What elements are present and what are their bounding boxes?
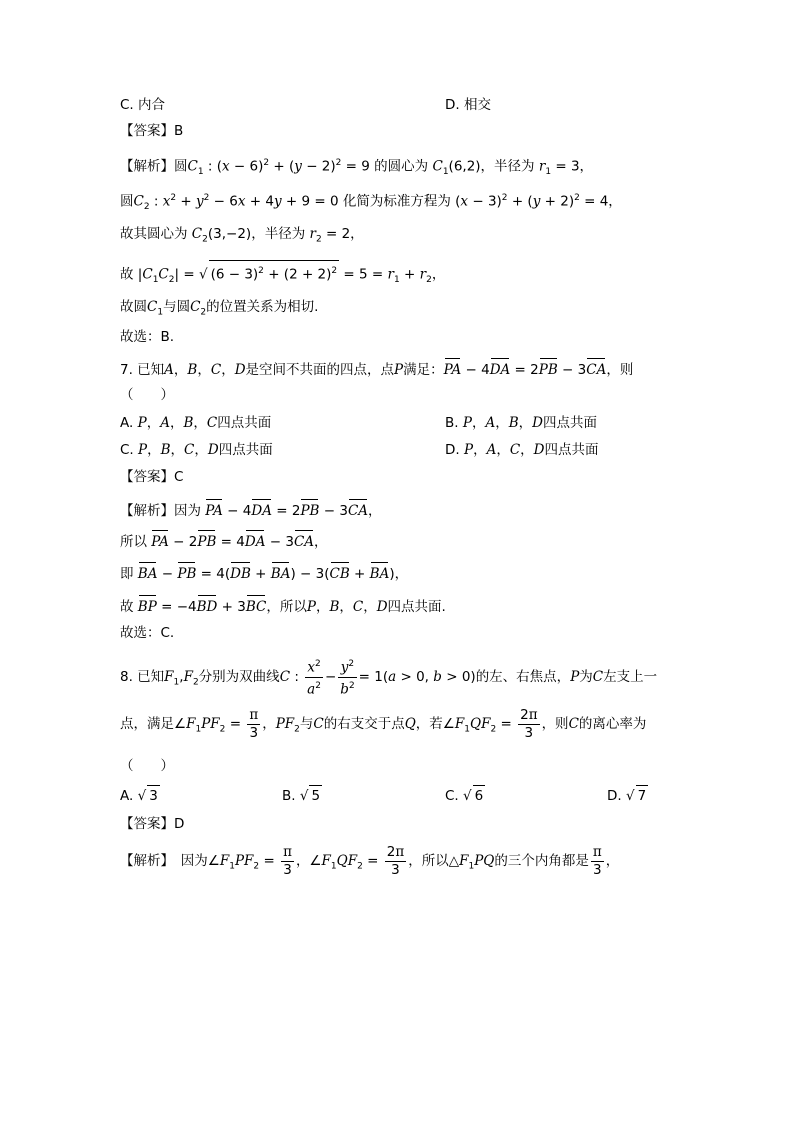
q7-option-c: C. P，B，C，D四点共面 — [120, 442, 273, 458]
q8-option-d: D. √ 7 — [607, 785, 648, 806]
q8-option-b: B. √ 5 — [282, 785, 322, 806]
q7-option-a: A. P，A，B，C四点共面 — [120, 415, 272, 431]
q7-solution-line-3: 即 BA − PB = 4(DB + BA) − 3(CB + BA)， — [120, 560, 408, 584]
q7-stem: 7. 已知A，B，C，D是空间不共面的四点，点P满足：PA − 4DA = 2PB − 3CA，则 — [120, 356, 633, 380]
q8-paren: （ ） — [120, 758, 174, 774]
q6-answer: 【答案】B — [120, 123, 184, 139]
q8-stem-line-1: 8. 已知$F_1,F_2$分别为双曲线C : $\frac{x^2}{a^2}$ − $\frac{y^2}{b^2}$ = 1(a > 0, b > 0)的左、右焦点，P为C左支上一 — [120, 656, 657, 701]
q7-paren: （ ） — [120, 387, 174, 403]
q7-select: 故选：C. — [120, 625, 175, 641]
q6-solution-line-4: 故 $|C_1C_2|$ = √ $(6 - 3)^2 + (2 + 2)^2 = 5 = r_1 + r_2$， — [120, 260, 445, 290]
q6-option-c: C. 内合 — [120, 97, 166, 113]
q6-option-d: D. 相交 — [445, 97, 491, 113]
q8-option-a: A. √ 3 — [120, 785, 160, 806]
q7-answer: 【答案】C — [120, 469, 184, 485]
q6-solution-line-2: 圆$C_2$ : $x^2 + y^2 - 6x + 4y + 9 = 0$ 化简为标准方程为 $(x - 3)^2 + (y + 2)^2 = 4$， — [120, 193, 622, 213]
q8-answer: 【答案】D — [120, 816, 185, 832]
q7-solution-line-2: 所以 PA − 2PB = 4DA − 3CA， — [120, 528, 328, 552]
q6-solution-line-5: 故圆$C_1$与圆$C_2$的位置关系为相切. — [120, 299, 319, 318]
q8-stem-line-2: 点，满足$\angle F_1PF_2$ = $\frac{\pi}{3}$ ，$PF_2$与C的右支交于点Q，若$\angle F_1QF_2$ = $\frac{2\pi}{3}$ ，则C的离心率为 — [120, 706, 647, 741]
q7-option-b: B. P，A，B，D四点共面 — [445, 415, 597, 431]
q7-solution-line-1: 【解析】因为 PA − 4DA = 2PB − 3CA， — [120, 497, 382, 521]
q6-select: 故选：B. — [120, 329, 175, 345]
q8-solution-line-1: 【解析】 因为$\angle F_1PF_2$ = $\frac{\pi}{3}$ ，$\angle F_1QF_2$ = $\frac{2\pi}{3}$ ，所以$\triangle F_1PQ$的三个内角都是 $\frac{\pi}{3}$ ， — [120, 843, 620, 878]
q6-solution-line-3: 故其圆心为 $C_2(3,-2)$，半径为 $r_2 = 2$， — [120, 226, 364, 245]
q6-solution-line-1: 【解析】圆$C_1$ : $(x - 6)^2 + (y - 2)^2 = 9$ 的圆心为 $C_1(6,2)$，半径为 $r_1 = 3$， — [120, 158, 594, 178]
q8-option-c: C. √ 6 — [445, 785, 485, 806]
q7-solution-line-4: 故 BP = −4BD + 3BC，所以P，B，C，D四点共面. — [120, 593, 446, 617]
q7-option-d: D. P，A，C，D四点共面 — [445, 442, 599, 458]
